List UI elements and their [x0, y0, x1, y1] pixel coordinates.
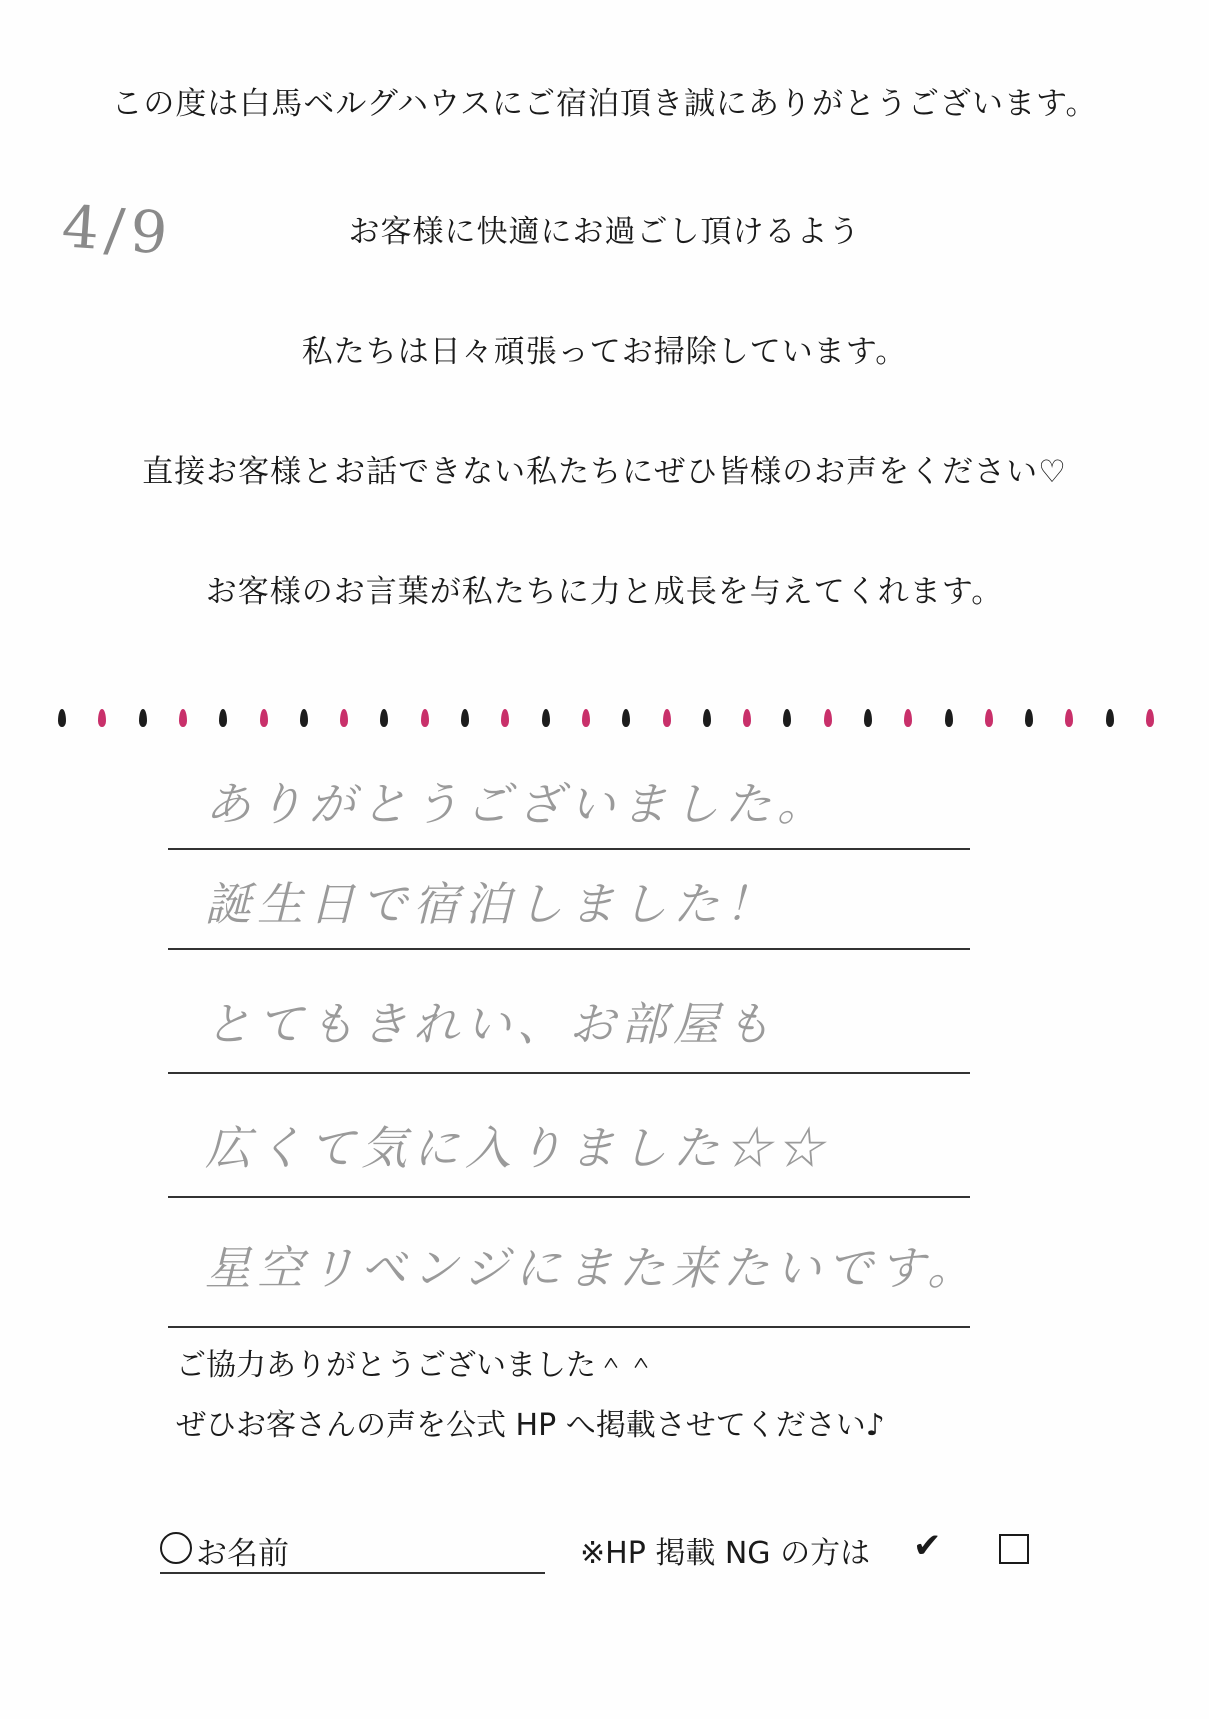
divider-drop	[864, 709, 872, 727]
divider-drop	[1106, 709, 1114, 727]
name-label: お名前	[196, 1536, 289, 1572]
divider-drop	[1025, 709, 1033, 727]
divider-drop	[58, 709, 66, 727]
writing-line-4	[168, 1196, 970, 1198]
intro-line-4: 直接お客様とお話できない私たちにぜひ皆様のお声をください♡	[142, 454, 1067, 490]
hp-ng-checkbox[interactable]	[999, 1534, 1029, 1564]
divider-drop	[985, 709, 993, 727]
divider-drop	[622, 709, 630, 727]
handwritten-comment-line-1: ありがとうございました。	[205, 777, 829, 831]
divider-drop	[1146, 709, 1154, 727]
divider-drop	[380, 709, 388, 727]
divider-drop	[1065, 709, 1073, 727]
intro-line-1: この度は白馬ベルグハウスにご宿泊頂き誠にありがとうございます。	[111, 86, 1098, 122]
divider-drop	[783, 709, 791, 727]
divider-drop	[219, 709, 227, 727]
divider-drop	[260, 709, 268, 727]
intro-line-2: お客様に快適にお過ごし頂けるよう	[348, 214, 861, 250]
handwritten-comment-line-5: 星空リベンジにまた来たいです。	[205, 1241, 980, 1295]
divider-drop	[824, 709, 832, 727]
handwritten-comment-line-2: 誕生日で宿泊しました！	[205, 877, 777, 931]
circle-icon	[160, 1532, 192, 1564]
divider-drop	[501, 709, 509, 727]
hp-ng-note: ※HP 掲載 NG の方は	[580, 1536, 871, 1571]
divider-drop	[461, 709, 469, 727]
divider-drop	[703, 709, 711, 727]
handwritten-comment-line-3: とてもきれい、お部屋も	[205, 997, 777, 1051]
divider-drop	[945, 709, 953, 727]
intro-line-5: お客様のお言葉が私たちに力と成長を与えてくれます。	[205, 574, 1004, 610]
divider-drop	[179, 709, 187, 727]
divider-drop	[98, 709, 106, 727]
name-field[interactable]	[160, 1528, 545, 1574]
divider-drop	[904, 709, 912, 727]
check-mark-icon: ✔	[913, 1526, 942, 1566]
divider-drop	[300, 709, 308, 727]
divider-drop	[421, 709, 429, 727]
dotted-divider	[50, 703, 1160, 733]
divider-drop	[582, 709, 590, 727]
divider-drop	[139, 709, 147, 727]
intro-line-3: 私たちは日々頑張ってお掃除しています。	[301, 334, 908, 370]
divider-drop	[542, 709, 550, 727]
handwritten-date: 4/9	[59, 192, 176, 268]
publish-request-text: ぜひお客さんの声を公式 HP へ掲載させてください♪	[176, 1408, 885, 1443]
handwritten-comment-line-4: 広くて気に入りました☆☆	[205, 1121, 829, 1175]
writing-line-3	[168, 1072, 970, 1074]
writing-line-1	[168, 848, 970, 850]
divider-drop	[340, 709, 348, 727]
thanks-text: ご協力ありがとうございました＾＾	[176, 1348, 656, 1383]
divider-drop	[743, 709, 751, 727]
writing-line-5	[168, 1326, 970, 1328]
writing-line-2	[168, 948, 970, 950]
divider-drop	[663, 709, 671, 727]
